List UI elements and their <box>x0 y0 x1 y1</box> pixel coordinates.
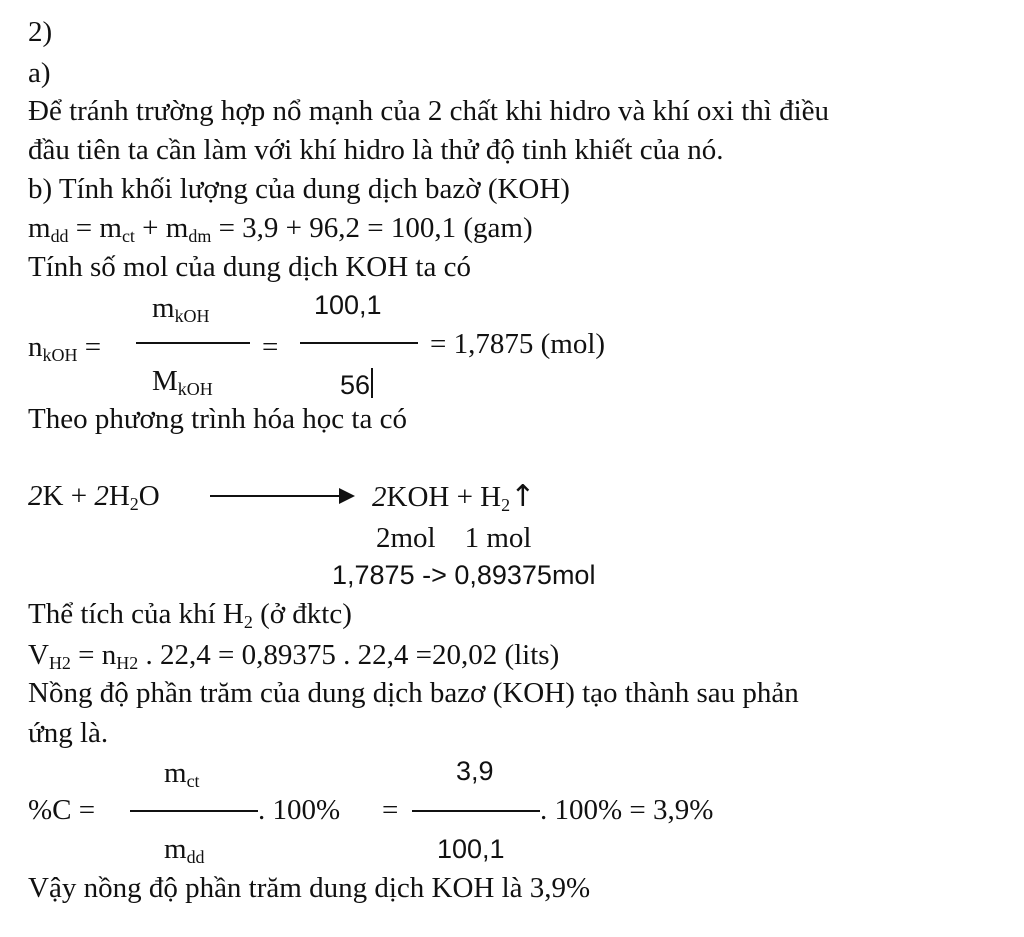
volume-v: V <box>28 639 49 671</box>
volume-v-subscript: H2 <box>48 653 71 674</box>
concentration-line-2: ứng là. <box>28 717 109 749</box>
text-cursor <box>371 368 373 398</box>
mol-denominator-value: 56 <box>340 370 371 400</box>
reactant-k: K + <box>42 480 95 512</box>
reaction-products <box>372 479 536 516</box>
conc-middle-eq: = <box>382 794 399 826</box>
fraction-bar-symbolic <box>136 342 250 344</box>
mol-n-symbol: n <box>28 331 43 363</box>
question-number: 2) <box>28 16 53 48</box>
mol-num-subscript: kOH <box>174 306 210 327</box>
mass-dm-subscript: dm <box>188 226 212 247</box>
product-koh-coef: 2 <box>372 481 387 513</box>
part-a-label: a) <box>28 57 51 89</box>
volume-n-subscript: H2 <box>116 653 139 674</box>
mass-symbol: m <box>28 212 51 244</box>
conc-num-subscript: ct <box>186 771 200 792</box>
conc-numerator-symbol <box>164 759 200 790</box>
concentration-line-1: Nồng độ phần trăm của dung dịch bazơ (KOH) tạo thành sau phản <box>28 677 799 709</box>
mass-plus-sign: + <box>134 212 166 244</box>
reaction-intro: Theo phương trình hóa học ta có <box>28 403 407 435</box>
mol-values: 1,7875 -> 0,89375mol <box>332 560 596 590</box>
mass-dd-subscript: dd <box>50 226 69 247</box>
mass-ct-symbol: m <box>99 212 122 244</box>
part-a-line-1: Để tránh trường hợp nổ mạnh của 2 chất khi hidro và khí oxi thì điều <box>28 95 830 127</box>
conclusion: Vậy nồng độ phần trăm dung dịch KOH là 3,9% <box>28 872 591 904</box>
conc-fraction-bar-symbolic <box>130 810 258 812</box>
mol-lhs-eq: = <box>77 331 102 363</box>
reactant-k-coef: 2 <box>28 480 43 512</box>
product-h-subscript: 2 <box>501 495 511 516</box>
gas-arrow-icon: ↑ <box>510 479 536 514</box>
conc-fraction-bar-numeric <box>412 810 540 812</box>
mol-den-M: M <box>152 365 178 397</box>
reactant-h-subscript: 2 <box>129 494 139 515</box>
mol-middle-eq: = <box>262 331 279 363</box>
conc-lhs: %C = <box>28 794 96 826</box>
conc-denominator-value: 100,1 <box>437 834 505 864</box>
mol-numerator-symbol <box>152 294 210 325</box>
volume-title-pre: Thể tích của khí H <box>28 598 244 630</box>
reactant-o: O <box>138 480 160 512</box>
conc-den-subscript: dd <box>186 847 205 868</box>
volume-equation <box>28 641 559 672</box>
part-a-line-2: đầu tiên ta cần làm với khí hidro là thử độ tinh khiết của nó. <box>28 134 724 166</box>
product-koh: KOH + H <box>386 481 502 513</box>
reaction-reactants <box>28 482 160 513</box>
mol-n-subscript: kOH <box>42 345 78 366</box>
mol-result: = 1,7875 (mol) <box>430 328 606 360</box>
reaction-arrow-icon <box>339 488 355 504</box>
mol-lhs <box>28 333 101 364</box>
conc-den-m: m <box>164 833 187 865</box>
conc-denominator-symbol <box>164 835 205 866</box>
fraction-bar-numeric <box>300 342 418 344</box>
mass-ct-subscript: ct <box>121 226 135 247</box>
mol-numerator-value: 100,1 <box>314 290 382 320</box>
conc-numerator-value: 3,9 <box>456 756 494 786</box>
reactant-h2o-coef: 2 <box>94 480 109 512</box>
mass-equation <box>28 214 533 245</box>
mass-dm-symbol: m <box>165 212 189 244</box>
mass-equation-rest: = 3,9 + 96,2 = 100,1 (gam) <box>211 212 533 244</box>
volume-title <box>28 600 352 631</box>
mol-intro: Tính số mol của dung dịch KOH ta có <box>28 251 471 283</box>
reaction-arrow-line <box>210 495 340 497</box>
mol-denominator-symbol <box>152 367 213 398</box>
part-b-title: b) Tính khối lượng của dung dịch bazờ (KOH) <box>28 173 570 205</box>
reactant-h: H <box>108 480 130 512</box>
conc-times-1: . 100% <box>258 794 341 826</box>
volume-eq-n: = n <box>70 639 117 671</box>
volume-title-subscript: 2 <box>243 612 253 633</box>
mol-denominator-wrap <box>340 368 373 399</box>
volume-title-post: (ở đktc) <box>252 598 352 630</box>
mass-eq-sign: = <box>68 212 100 244</box>
mol-num-m: m <box>152 292 175 324</box>
mol-ratio: 2mol 1 mol <box>376 522 532 554</box>
volume-equation-rest: . 22,4 = 0,89375 . 22,4 =20,02 (lits) <box>138 639 560 671</box>
conc-num-m: m <box>164 757 187 789</box>
mol-den-subscript: kOH <box>177 379 213 400</box>
conc-result: . 100% = 3,9% <box>540 794 714 826</box>
